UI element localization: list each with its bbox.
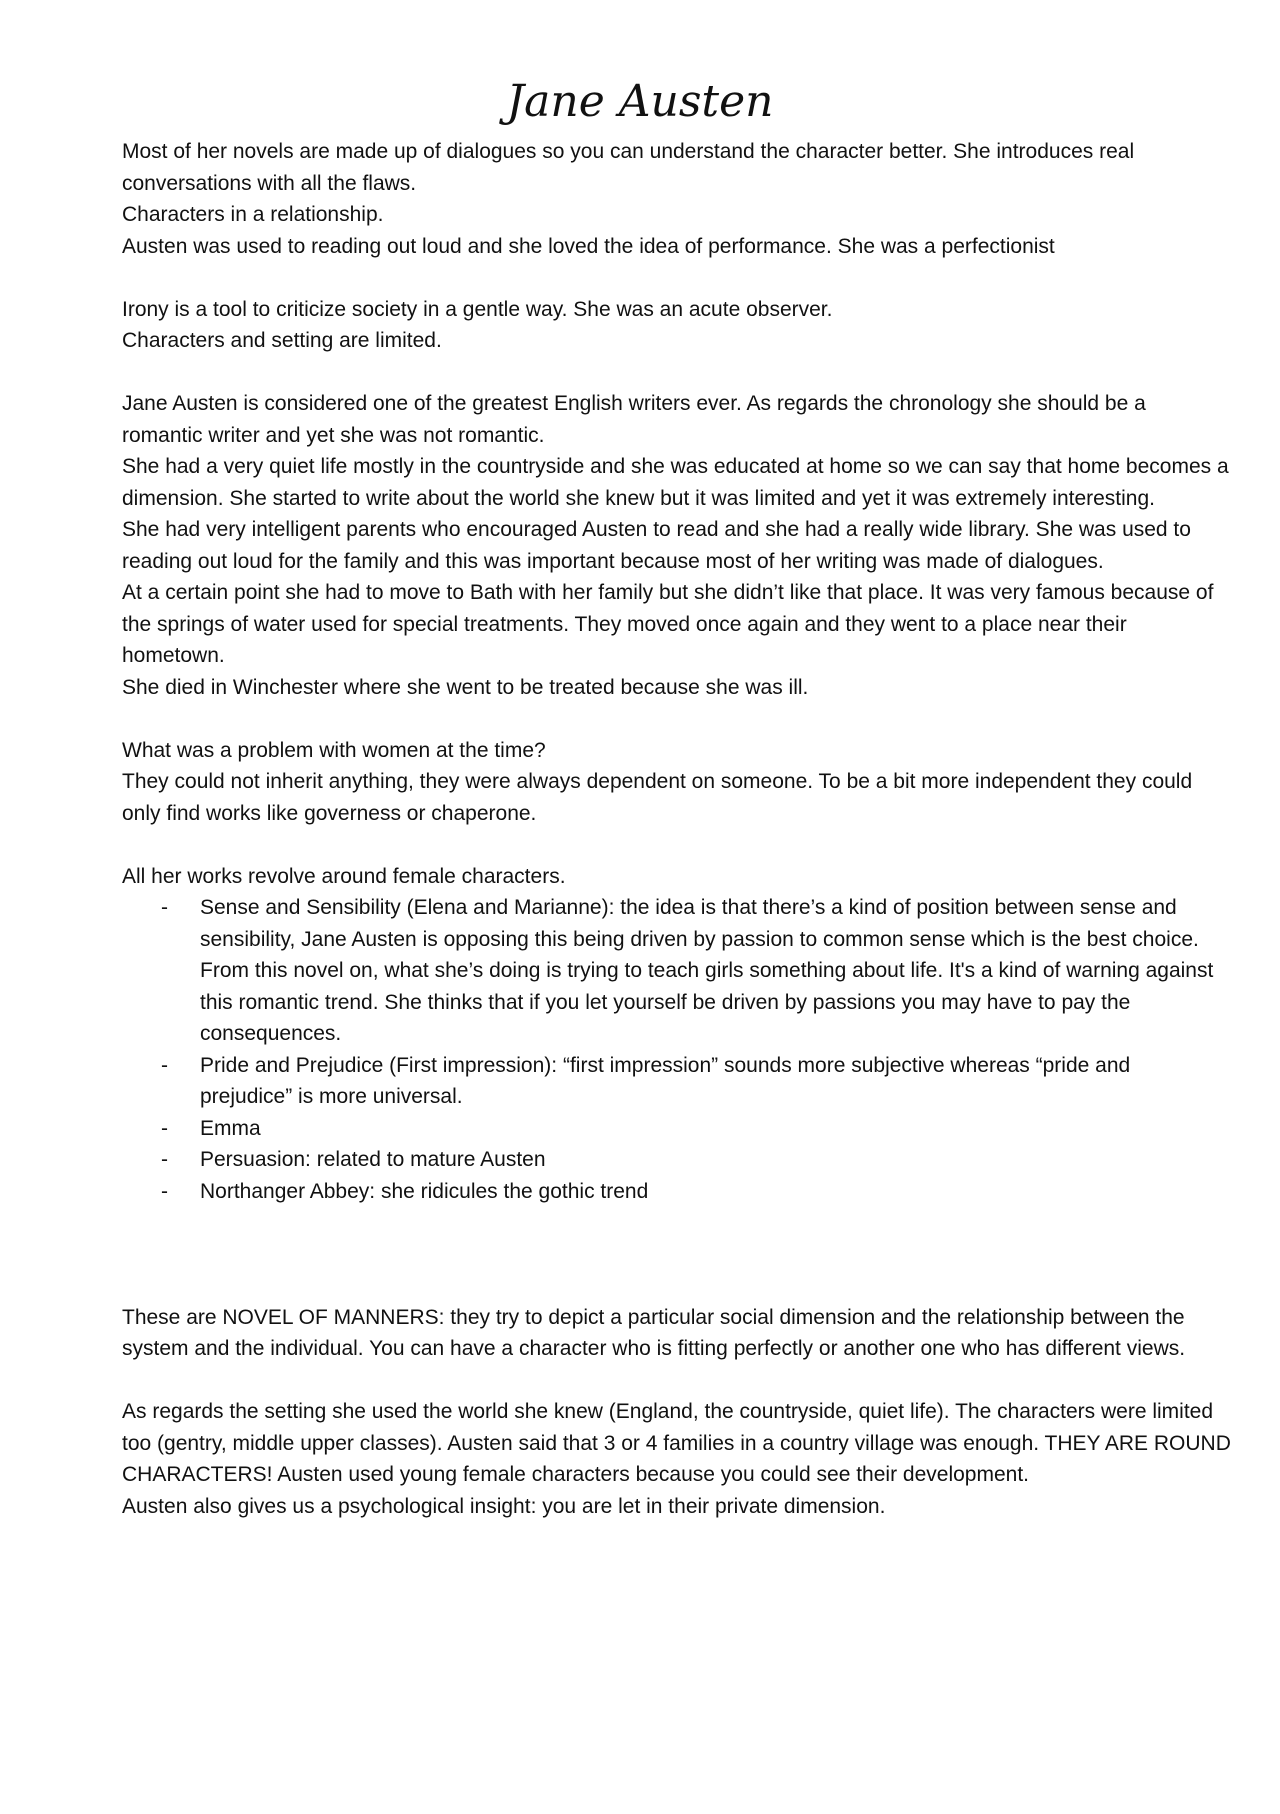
list-item-text: Pride and Prejudice (First impression): “first impression” sounds more subjective whereas “pride and prejudice” is more universal. [200,1053,1131,1108]
bullet-dash: - [161,896,168,919]
bullet-dash: - [161,1116,168,1140]
spacer [122,262,1232,294]
question-paragraph: What was a problem with women at the time? [122,738,546,762]
paragraph: She had very intelligent parents who encouraged Austen to read and she had a really wide library. She was used to reading out loud for the family and this was important because most of her writing was made of dialogues. [122,518,1191,573]
bullet-dash: - [161,1148,168,1171]
paragraph: She had a very quiet life mostly in the countryside and she was educated at home so we can say that home becomes a dimension. She started to write about the world she knew but it was limited and yet it was extremely interesting. [122,455,1229,510]
handwritten-title [490,70,790,140]
list-item [122,1176,1232,1208]
spacer [122,357,1232,389]
paragraph: As regards the setting she used the world she knew (England, the countryside, quiet life). The characters were limited too (gentry, middle upper classes). Austen said that 3 or 4 families in a country village was enough. THEY ARE ROUND CHARACTERS! Austen used young female characters because you could see their development. [122,1400,1231,1486]
document-body [122,136,1232,1522]
spacer [122,1365,1232,1397]
title-text: Jane Austen [506,76,774,127]
list-item-text: Emma [200,1116,261,1140]
paragraph: She died in Winchester where she went to be treated because she was ill. [122,675,809,699]
paragraph: Austen also gives us a psychological insight: you are let in their private dimension. [122,1494,886,1518]
page-title [0,70,1280,140]
list-item-text: Northanger Abbey: she ridicules the gothic trend [200,1179,649,1203]
list-item [122,892,1232,1050]
paragraph: Characters and setting are limited. [122,329,442,352]
paragraph: Austen was used to reading out loud and she loved the idea of performance. She was a perfectionist [122,234,1055,258]
list-item [122,1050,1232,1113]
list-item-text: Sense and Sensibility (Elena and Marianne): the idea is that there’s a kind of position between sense and sensibility, Jane Austen is opposing this being driven by passion to common sense which is the best choice. From this novel on, what she’s doing is trying to teach girls something about life. It's a kind of warning against this romantic trend. She thinks that if you let yourself be driven by passions you may have to pay the consequences. [200,896,1214,1045]
paragraph: These are NOVEL OF MANNERS: they try to depict a particular social dimension and the relationship between the system and the individual. You can have a character who is fitting perfectly or another one who has different views. [122,1305,1186,1360]
spacer [122,1207,1232,1302]
paragraph: Characters in a relationship. [122,203,384,226]
list-item [122,1144,1232,1176]
bullet-dash: - [161,1053,168,1077]
spacer [122,703,1232,735]
works-list [122,892,1232,1207]
bullet-dash: - [161,1179,168,1203]
paragraph: Irony is a tool to criticize society in a gentle way. She was an acute observer. [122,297,833,321]
paragraph: Jane Austen is considered one of the greatest English writers ever. As regards the chronology she should be a romantic writer and yet she was not romantic. [122,392,1146,447]
list-item-text: Persuasion: related to mature Austen [200,1148,546,1171]
paragraph: All her works revolve around female characters. [122,864,566,888]
paragraph: Most of her novels are made up of dialogues so you can understand the character better. She introduces real conversations with all the flaws. [122,140,1135,195]
paragraph: At a certain point she had to move to Bath with her family but she didn’t like that place. It was very famous because of the springs of water used for special treatments. They moved once again and they went to a place near their hometown. [122,581,1214,667]
spacer [122,829,1232,861]
list-item [122,1113,1232,1145]
paragraph: They could not inherit anything, they were always dependent on someone. To be a bit more independent they could only find works like governess or chaperone. [122,770,1193,825]
